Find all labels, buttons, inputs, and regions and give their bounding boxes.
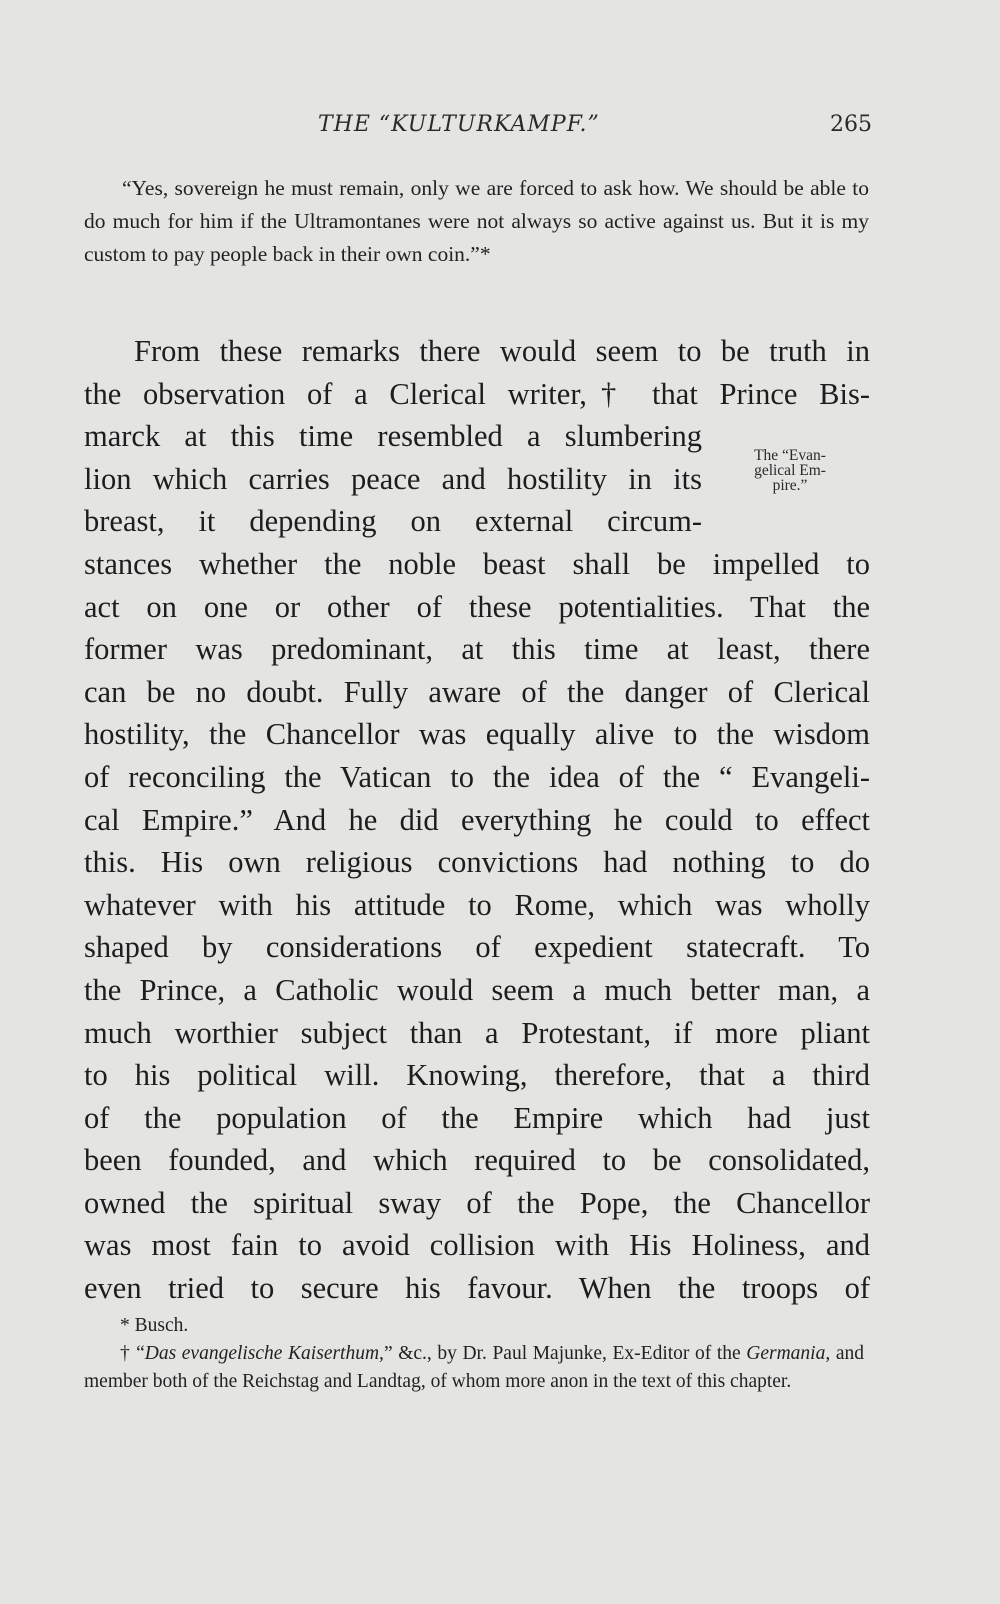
body-line: was most fain to avoid collision with His Holiness, and	[84, 1228, 870, 1263]
margin-note	[720, 448, 860, 493]
footnote-2-mid: ” &c., by Dr. Paul Majunke, Ex-Editor of the	[383, 1343, 747, 1364]
body-line: marck at this time resembled a slumbering	[84, 419, 702, 454]
body-line: stances whether the noble beast shall be impelled to	[84, 546, 870, 581]
footnote-2-title: Das evangelische Kaiserthum,	[144, 1343, 384, 1364]
body-line: to his political will. Knowing, therefore, that a third	[84, 1058, 870, 1093]
page-header	[0, 112, 1000, 152]
body-line: cal Empire.” And he did everything he could to effect	[84, 802, 870, 837]
margin-note-line: The “Evan-	[754, 447, 826, 464]
body-line: lion which carries peace and hostility in its	[84, 461, 702, 496]
body-line: of the population of the Empire which had just	[84, 1100, 870, 1135]
body-line: much worthier subject than a Protestant, if more pliant	[84, 1015, 870, 1050]
body-line: From these remarks there would seem to be truth in	[134, 334, 870, 368]
footnote-1: * Busch.	[120, 1315, 189, 1336]
footnote-2-prefix: † “	[120, 1343, 145, 1364]
body-line: been founded, and which required to be consolidated,	[84, 1143, 870, 1178]
body-line: breast, it depending on external circum-	[84, 504, 702, 539]
quote-text: “Yes, sovereign he must remain, only we are forced to ask how. We should be able to do much for him if the Ultramontanes were not always so active against us. But it is my custom to pay people back in their own coin.”*	[84, 176, 869, 266]
body-line: the Prince, a Catholic would seem a much better man, a	[84, 972, 870, 1007]
body-line: act on one or other of these potentialities. That the	[84, 589, 870, 624]
body-line: of reconciling the Vatican to the idea of the “ Evangeli-	[84, 759, 870, 794]
body-line: former was predominant, at this time at least, there	[84, 632, 870, 667]
footnotes	[84, 1312, 864, 1396]
body-line: even tried to secure his favour. When the troops of	[84, 1271, 870, 1306]
running-title: THE “KULTURKAMPF.”	[318, 112, 600, 137]
margin-note-line: pire.”	[772, 477, 808, 494]
quoted-passage	[84, 172, 869, 271]
footnote-2	[84, 1340, 864, 1396]
footnote-2-end: and member both of the Reichstag and Landtag, of whom more anon in the text of this chapter.	[84, 1343, 864, 1392]
page-number: 265	[830, 112, 872, 137]
body-line: hostility, the Chancellor was equally alive to the wisdom	[84, 717, 870, 752]
body-line: this. His own religious convictions had nothing to do	[84, 845, 870, 880]
body-line: the observation of a Clerical writer,† that Prince Bis-	[84, 376, 870, 411]
body-line: shaped by considerations of expedient statecraft. To	[84, 930, 870, 965]
margin-note-line: gelical Em-	[754, 462, 826, 479]
body-line: owned the spiritual sway of the Pope, the Chancellor	[84, 1185, 870, 1220]
footnote-2-paper: Germania,	[746, 1343, 831, 1364]
body-line: can be no doubt. Fully aware of the danger of Clerical	[84, 674, 870, 709]
body-line: whatever with his attitude to Rome, which was wholly	[84, 887, 870, 922]
